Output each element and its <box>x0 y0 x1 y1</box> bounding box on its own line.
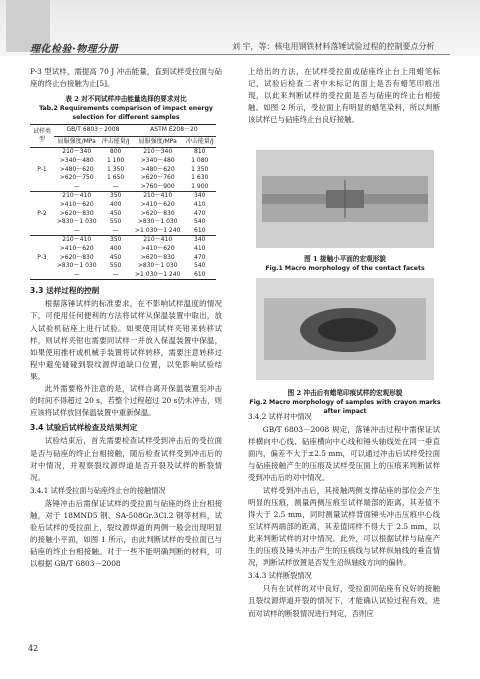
figure-2-photo <box>256 278 434 380</box>
section-3-4-heading: 3.4 试验后试样检查及结果判定 <box>30 423 138 433</box>
table-row: P-2 210～410 >410～620 >620～830 >830～1 030 — 350 400 450 550 — 210～410 >410～620 >620～830 >830～1 030 >1 030～1 240 340 410 470 540 610 <box>30 192 216 236</box>
figure-2-caption-cn: 图 2 冲击后有蜡笔印痕试样的宏观形貌 <box>287 389 403 397</box>
table-header-astm: ASTM E208－20 <box>132 125 216 137</box>
section-3-3-paragraph-1: 根据落锤试样的标准要求，在不影响试样温度的情况下，可使用任何便利的方法将试样从保温装置中取出，放入试验机砧座上进行试验。如果使用试样夹钳来转移试样，则试样夹钳也需要同试样一并放入保温装置中保温，如果使用推杆或机械手装置将试样转移，需要注意转移过程中避免碰碰到裂纹源焊道缺口位置，以免影响试验结果。 <box>30 299 222 381</box>
table-2-title-en: Tab.2 Requirements comparison of impact energy selection for different samples <box>39 105 213 122</box>
crayon-mark-sample-image <box>256 278 434 380</box>
section-3-4-2-heading: 3.4.2 试样对中情况 <box>248 412 312 421</box>
left-column <box>30 66 222 570</box>
section-3-4-2-paragraph-1: GB/T 6803－2008 规定，落锤冲击过程中需保证试样横向中心线、砧座横向中心线和锤头轴线处在同一垂直面内，偏差不大于±2.5 mm，可以通过冲击后试样受拉面与砧座接触产生的压痕及试样受压面上的压痕来判断试样受到冲击后的对中情况。 <box>248 425 440 483</box>
section-3-3-heading: 3.3 送样过程的控制 <box>30 286 100 296</box>
header-band <box>0 0 480 56</box>
figure-1-caption-en: Fig.1 Macro morphology of the contact facets <box>265 265 425 272</box>
figure-2-caption-en: Fig.2 Macro morphology of samples with crayon marks after impact <box>249 399 441 415</box>
journal-logo-text: 理化检验·物理分册 <box>30 44 119 55</box>
section-3-4-1-heading: 3.4.1 试样受拉面与砧座终止台的接触情况 <box>30 485 166 495</box>
right-column <box>248 66 440 126</box>
table-row: P-1 210～340 >340～480 >480～620 >620～750 — 800 1 100 1 350 1 650 — 210～340 >340～480 >480～620 >620～760 >760～900 810 1 080 1 350 1 630 1 900 <box>30 148 216 192</box>
section-3-4-2-paragraph-2: 试样受到冲击后，其接触两侧支撑砧座的部位会产生明显的压痕，测量两侧压痕至试样端部的距离，其差值不得大于 2.5 mm，同时测量试样背面锤头冲击压痕中心线至试样两端部的距离，其差值同样不得大于 2.5 mm，以此来判断试样的对中情况。此外，可以根据试样与砧座产生的压痕及锤头冲击产生的压痕线与试样纵轴线的垂直情况，判断试样放置是否发生沿纵轴线方向的偏转。 <box>248 485 440 568</box>
right-top-paragraph: 上给出的方法，在试样受拉面或砧座终止台上用蜡笔标记，试验后检查二者中未标记的面上是否有蜡笔印痕出现，以此来判断试样的受拉面是否与砧座的终止台相接触。如图 2 所示，受拉面上有明显的蜡笔染料，所以判断该试样已与砧座终止台良好接触。 <box>248 67 440 125</box>
table-subheader: 屈服强度/MPa <box>54 136 99 148</box>
figure-1-photo <box>256 150 434 248</box>
table-subheader: 屈服强度/MPa <box>132 136 184 148</box>
table-2-title-cn: 表 2 对不同试样冲击能量选择的要求对比 <box>65 95 187 104</box>
contact-facets-image <box>256 150 434 248</box>
figure-1-caption-cn: 图 1 接触小平面的宏观形貌 <box>304 255 386 263</box>
table-row: P-3 210～410 >410～620 >620～830 >830～1 030 — 350 400 450 550 — 210～410 >410～620 >620～830 >830～1 030 >1 030～1 240 340 410 470 540 610 <box>30 236 216 280</box>
header-rule <box>30 54 450 55</box>
section-3-4-1-paragraph: 落锤冲击后需保证试样的受拉面与砧座的终止台相接触，对于 18MND5 钢、SA-508Gr.3Cl.2 钢等材料，试验后试样的受拉面上，裂纹源焊道的两侧一般会出现明显的接触小平面，如图 1 所示，由此判断试样的受拉面已与砧座的终止台相接触。对于一些不能明确判断的材料，可以根据 GB/T 6803－2008 <box>30 498 222 569</box>
table-header-type: 试样类型 <box>30 125 54 148</box>
table-subheader: 冲击能量/J <box>184 136 216 148</box>
right-column-lower <box>248 410 440 620</box>
section-3-4-3-heading: 3.4.3 试样断裂情况 <box>248 571 312 581</box>
section-3-3-paragraph-2: 此外需要格外注意的是，试样自离开保温装置至冲击的时间不得超过 20 s，若整个过程超过 20 s仍未冲击，则应该将试样放回保温装置中重新保温。 <box>30 384 222 418</box>
table-header-gb: GB/T 6803－2008 <box>54 125 132 137</box>
table-2 <box>30 124 216 280</box>
intro-paragraph: P-3 型试样，需提高 70 J 冲击能量，直到试样受拉面与砧座的终止台接触为止[5]。 <box>30 67 222 89</box>
section-3-4-3-paragraph: 只有在试样的对中良好，受拉面同砧座有良好的接触且裂纹源焊道开裂的情况下，才能确认试验过程有效，进而对试样的断裂情况进行判定，否则应 <box>248 584 440 618</box>
running-title: 刘 宇，等：核电用钢铁材料落锤试验过程的控制要点分析 <box>232 42 435 51</box>
page-number: 42 <box>28 644 39 653</box>
section-3-4-paragraph-1: 试验结束后，首先需要检查试样受到冲击后的受拉面是否与砧座的终止台相接触，随后检查试样受到冲击后的对中情况，并观察裂纹源焊道是否开裂及试样的断裂情况。 <box>30 436 222 482</box>
table-subheader: 冲击能量/J <box>99 136 131 148</box>
